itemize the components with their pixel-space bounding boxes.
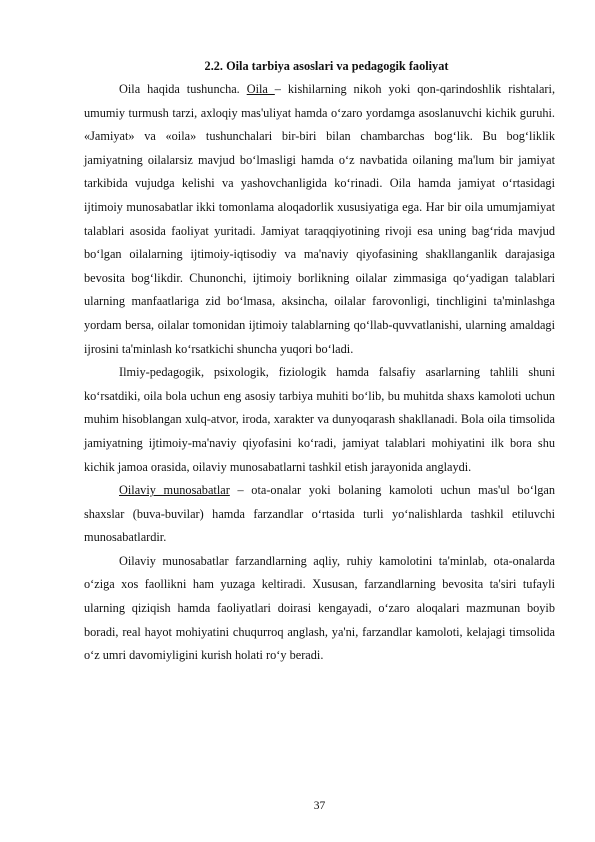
page-number: 37 xyxy=(313,800,326,812)
paragraph-oila-definition xyxy=(84,78,555,361)
document-page xyxy=(84,56,555,668)
paragraph-body: Oilaviy munosabatlar farzandlarning aqliy, ruhiy kamolotini ta'minlab, ota-onalarda o‘ziga xos faollikni ham yuzaga keltiradi. Xususan, farzandlarning bevosita ta'siri tufayli ularning qiziqish hamda faoliyatlari doirasi kengayadi, o‘zaro aloqalari mazmunan boyib boradi, real hayot mohiyatini chuqurroq anglash, ya'ni, farzandlar kamoloti, kelajagi timsolida o‘z umri davomiyligini kurish holati ro‘y beradi. xyxy=(84,553,555,663)
section-title: 2.2. Oila tarbiya asoslari va pedagogik faoliyat xyxy=(204,59,449,73)
paragraph-oilaviy-munosabatlar-definition xyxy=(84,479,555,550)
term-oilaviy-munosabatlar: Oilaviy munosabatlar xyxy=(119,483,230,498)
paragraph-analysis xyxy=(84,361,555,479)
paragraph-body: – kishilarning nikoh yoki qon-qarindoshlik rishtalari, umumiy turmush tarzi, axloqiy mas'uliyat hamda o‘zaro yordamga asoslanuvchi kichik guruhi. «Jamiyat» va «oila» tushunchalari bir-biri bilan chambarchas bog‘lik. Bu bog‘liklik jamiyatning oilalarsiz mavjud bo‘lmasligi hamda o‘z navbatida oilaning ma'lum bir jamiyat tarkibida vujudga kelishi va yashovchanligida ko‘rinadi. Oila hamda jamiyat o‘rtasidagi ijtimoiy munosabatlar ikki tomonlama aloqadorlik xususiyatiga ega. Har bir oila umumjamiyat talablari asosida faoliyat yuritadi. Jamiyat taraqqiyotining rivoji esa uning bag‘rida mavjud bo‘lgan oilalarning ijtimoiy-iqtisodiy va ma'naviy qiyofasining shakllanganlik darajasiga bevosita bog‘likdir. Chunonchi, ijtimoiy borlikning oilalar zimmasiga qo‘yadigan talablari ularning manfaatlariga zid bo‘lmasa, aksincha, oilalar farovonligi, tinchligini ta'minlashga yordam bersa, oilalar tomonidan ijtimoiy talablarning qo‘llab-quvvatlanishi, ularning amaldagi ijrosini ta'minlash ko‘rsatkichi shuncha yuqori bo‘ladi. xyxy=(84,82,556,356)
term-oila: Oila xyxy=(246,82,275,96)
paragraph-body: Ilmiy-pedagogik, psixologik, fiziologik hamda falsafiy asarlarning tahlili shuni ko‘rsatdiki, oila bola uchun eng asosiy tarbiya muhiti bo‘lib, bu muhitda shaxs kamoloti uchun muhim hisoblangan xulq-atvor, iroda, xarakter va dunyoqarash shakllanadi. Bola oila timsolida jamiyatning ijtimoiy-ma'naviy qiyofasini ko‘radi, jamiyat talablari mohiyatini ilk bora shu kichik jamoa orasida, oilaviy munosabatlarni tashkil etish jarayonida anglaydi. xyxy=(84,365,555,474)
paragraph-lead: Oila haqida tushuncha. xyxy=(119,82,247,96)
paragraph-oilaviy-munosabatlar-effects xyxy=(84,550,555,668)
paragraph-body: – ota-onalar yoki bolaning kamoloti uchun mas'ul bo‘lgan shaxslar (buva-buvilar) hamda farzandlar o‘rtasida turli yo‘nalishlarda tashkil etiluvchi munosabatlardir. xyxy=(84,483,555,545)
